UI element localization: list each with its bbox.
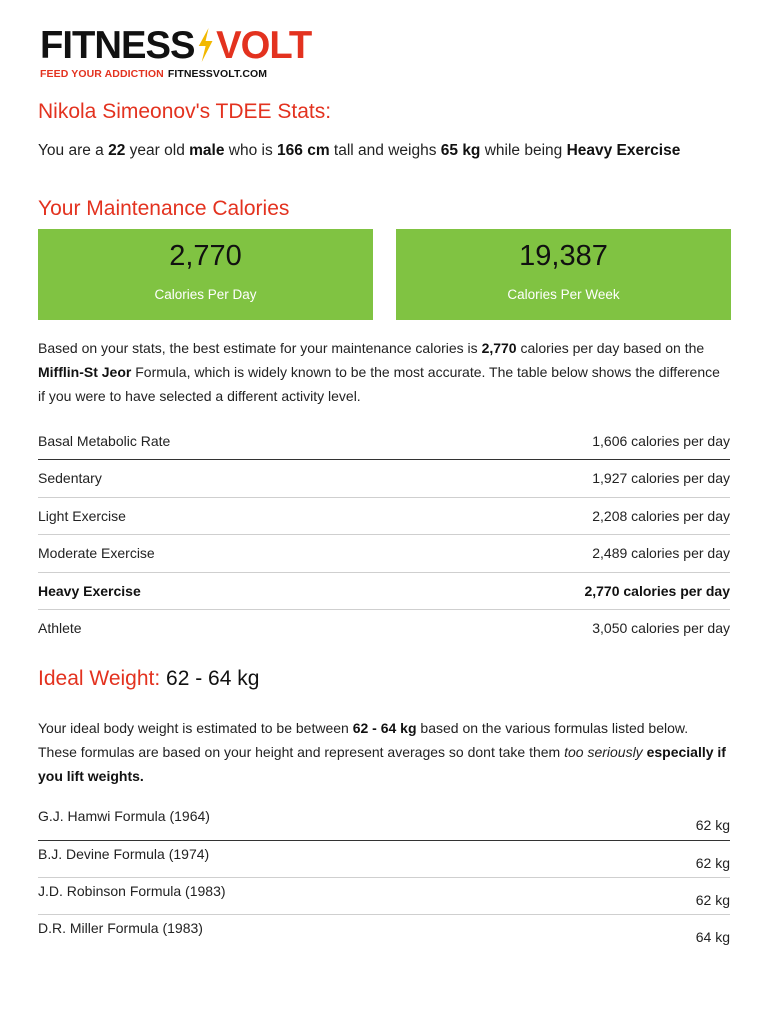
activity-name: Moderate Exercise: [38, 545, 155, 561]
table-row: [38, 803, 730, 840]
logo-subline: [40, 68, 290, 80]
activity-calories: 1,927 calories per day: [592, 470, 730, 486]
table-row: [38, 497, 730, 534]
explanation-text: Based on your stats, the best estimate for your maintenance calories is: [38, 340, 482, 356]
formula-weight: 62 kg: [695, 892, 730, 908]
activity-name: Athlete: [38, 620, 82, 636]
logo-text-fitness: FITNESS: [40, 24, 195, 67]
explanation-italic: too seriously: [564, 744, 643, 760]
table-row: [38, 459, 730, 496]
activity-calories: 1,606 calories per day: [592, 432, 730, 449]
maintenance-explanation: [38, 336, 730, 408]
activity-name: Sedentary: [38, 470, 102, 486]
logo-tagline: FEED YOUR ADDICTION: [40, 68, 164, 80]
explanation-text: calories per day based on the: [516, 340, 705, 356]
logo-site: FITNESSVOLT.COM: [167, 68, 268, 80]
lightning-bolt-icon: [196, 28, 216, 62]
stats-title: Nikola Simeonov's TDEE Stats:: [38, 100, 332, 123]
summary-weight: 65 kg: [440, 142, 481, 159]
table-row: [38, 422, 730, 459]
calories-per-week-card: [396, 229, 731, 320]
summary-height: 166 cm: [277, 142, 330, 159]
logo-text-volt: VOLT: [216, 24, 312, 67]
stats-summary: [38, 140, 708, 161]
formula-name: G.J. Hamwi Formula (1964): [38, 808, 210, 824]
ideal-weight-title: [38, 667, 259, 691]
explanation-range: 62 - 64 kg: [352, 720, 417, 736]
activity-name: Light Exercise: [38, 508, 126, 524]
formula-weight: 62 kg: [695, 817, 730, 833]
fitnessvolt-logo: [40, 24, 312, 82]
table-row-selected: [38, 572, 730, 609]
activity-name: Heavy Exercise: [38, 583, 141, 599]
activity-calories: 2,770 calories per day: [584, 583, 730, 599]
activity-name: Basal Metabolic Rate: [38, 432, 171, 449]
logo-wordmark: [40, 24, 312, 67]
table-row: [38, 840, 730, 877]
formula-name: J.D. Robinson Formula (1983): [38, 883, 226, 899]
calories-per-day-value: 2,770: [169, 240, 242, 272]
calories-per-day-label: Calories Per Day: [154, 287, 257, 302]
ideal-weight-label: Ideal Weight:: [38, 667, 161, 690]
table-row: [38, 534, 730, 571]
summary-text: while being: [480, 142, 567, 159]
formula-weight: 62 kg: [695, 855, 730, 871]
summary-text: You are a: [38, 142, 109, 159]
activity-calories: 3,050 calories per day: [592, 620, 730, 636]
explanation-bold: especially if you lift weights.: [38, 744, 726, 784]
summary-activity: Heavy Exercise: [566, 142, 681, 159]
activity-calories: 2,208 calories per day: [592, 508, 730, 524]
summary-text: year old: [125, 142, 190, 159]
explanation-formula: Mifflin-St Jeor: [38, 364, 132, 380]
calories-per-week-label: Calories Per Week: [507, 287, 620, 302]
calories-per-day-card: [38, 229, 373, 320]
table-row: [38, 877, 730, 914]
formula-name: B.J. Devine Formula (1974): [38, 846, 210, 862]
calories-per-week-value: 19,387: [519, 240, 608, 272]
explanation-text: Formula, which is widely known to be the most accurate. The table below shows the difference if you were to have selected a different activity level.: [38, 364, 720, 404]
formula-weight: 64 kg: [695, 929, 730, 945]
formula-name: D.R. Miller Formula (1983): [38, 920, 203, 936]
table-row: [38, 609, 730, 646]
ideal-weight-value: 62 - 64 kg: [166, 667, 260, 690]
activity-calories: 2,489 calories per day: [592, 545, 730, 561]
table-row: [38, 914, 730, 951]
summary-text: who is: [224, 142, 278, 159]
summary-sex: male: [189, 142, 225, 159]
maintenance-title: Your Maintenance Calories: [38, 197, 290, 220]
summary-text: tall and weighs: [329, 142, 441, 159]
summary-age: 22: [108, 142, 126, 159]
explanation-text: based on the various formulas listed below. These formulas are based on your height and represent averages so dont take them: [38, 720, 689, 760]
explanation-text: Your ideal body weight is estimated to be between: [38, 720, 353, 736]
explanation-value: 2,770: [481, 340, 517, 356]
ideal-weight-explanation: [38, 716, 730, 788]
